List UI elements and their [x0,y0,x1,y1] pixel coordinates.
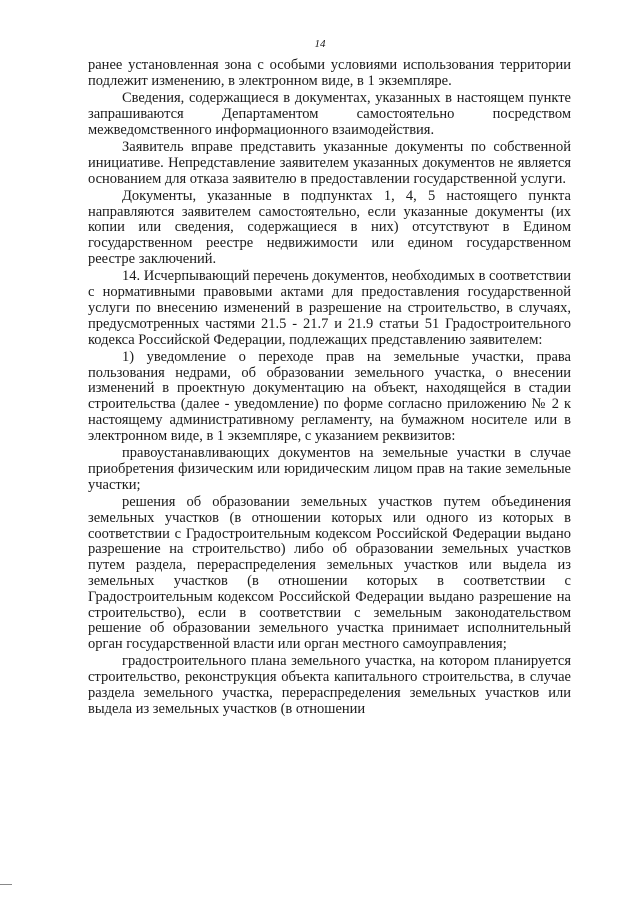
paragraph-urban-plan: градостроительного плана земельного участка, на котором планируется строительство, реконструкция объекта капитального строительства, в случае раздела земельного участка, перераспределения земельных участков или выдела из земельных участков (в отношении [88,653,571,717]
document-body [88,58,571,719]
paragraph-interagency-request: Сведения, содержащиеся в документах, указанных в настоящем пункте запрашиваются Департаментом самостоятельно посредством межведомственного информационного взаимодействия. [88,90,571,138]
margin-mark [0,884,12,885]
paragraph-land-plot-decision: решения об образовании земельных участков путем объединения земельных участков (в отношении которых или одного из которых в соответствии с Градостроительным кодексом Российской Федерации выдано разрешение на строительство) либо об образовании земельных участков путем раздела, перераспределения земельных участков или выдела из земельных участков (в отношении которых в соответствии с Градостроительным кодексом Российской Федерации выдано разрешение на строительство), если в соответствии с земельным законодательством решение об образовании земельного участка принимает исполнительный орган государственной власти или орган местного самоуправления; [88,494,571,653]
paragraph-continuation: ранее установленная зона с особыми условиями использования территории подлежит изменению, в электронном виде, в 1 экземпляре. [88,57,571,89]
paragraph-subitem-1-notice: 1) уведомление о переходе прав на земельные участки, права пользования недрами, об образовании земельного участка, о внесении изменений в проектную документацию на объект, находящейся в стадии строительства (далее - уведомление) по форме согласно приложению № 2 к настоящему административному регламенту, на бумажном носителе или в электронном виде, в 1 экземпляре, с указанием реквизитов: [88,348,571,444]
paragraph-documents-subpoints: Документы, указанные в подпунктах 1, 4, 5 настоящего пункта направляются заявителем самостоятельно, если указанные документы (их копии или сведения, содержащиеся в них) отсутствуют в Едином государственном реестре недвижимости или едином государственном реестре заключений. [88,187,571,268]
paragraph-applicant-initiative: Заявитель вправе представить указанные документы по собственной инициативе. Непредставление заявителем указанных документов не является основанием для отказа заявителю в предоставлении государственной услуги. [88,138,571,187]
paragraph-item-14: 14. Исчерпывающий перечень документов, необходимых в соответствии с нормативными правовыми актами для предоставления государственной услуги по внесению изменений в разрешение на строительство, в случаях, предусмотренных частями 21.5 - 21.7 и 21.9 статьи 51 Градостроительного кодекса Российской Федерации, подлежащих представлению заявителем: [88,268,571,348]
paragraph-title-documents: правоустанавливающих документов на земельные участки в случае приобретения физическим или юридическим лицом прав на такие земельные участки; [88,445,571,493]
page-number: 14 [314,38,326,50]
